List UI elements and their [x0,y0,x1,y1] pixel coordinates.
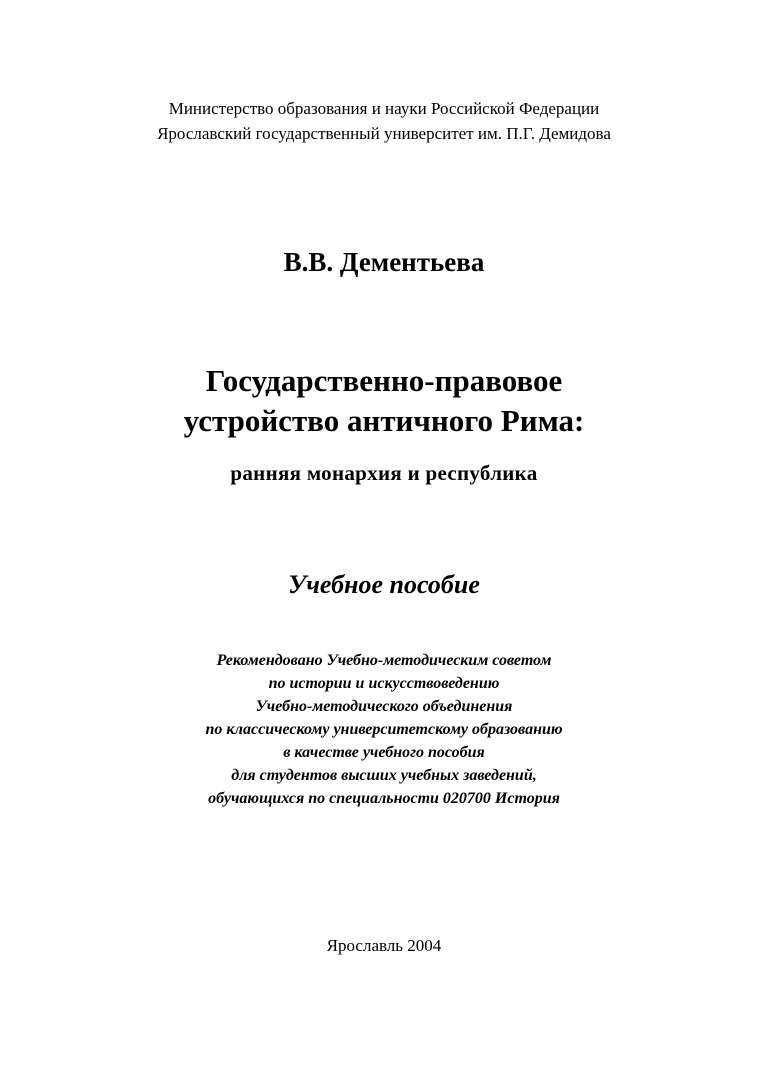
ministry-name: Министерство образования и науки Российской Федерации [168,99,600,118]
university-name: Ярославский государственный университет им. П.Г. Демидова [157,124,611,143]
recommendation-line: для студентов высших учебных заведений, [231,767,537,784]
book-subtitle: ранняя монархия и республика [230,461,538,485]
recommendation-line: обучающихся по специальности 020700 История [208,790,560,807]
book-title [0,361,768,441]
recommendation-text [0,649,768,810]
book-title-line-2: устройство античного Рима: [183,403,585,438]
document-type: Учебное пособие [288,570,480,599]
organization-header [0,96,768,146]
recommendation-line: по классическому университетскому образованию [205,721,563,738]
recommendation-line: Рекомендовано Учебно-методическим советом [216,652,552,669]
publication-place-year: Ярославль 2004 [326,936,442,955]
recommendation-line: по истории и искусствоведению [268,675,500,692]
author-name: В.В. Дементьева [283,247,485,277]
recommendation-line: Учебно-методического объединения [255,698,513,715]
book-title-line-1: Государственно-правовое [205,363,563,398]
recommendation-line: в качестве учебного пособия [283,744,485,761]
